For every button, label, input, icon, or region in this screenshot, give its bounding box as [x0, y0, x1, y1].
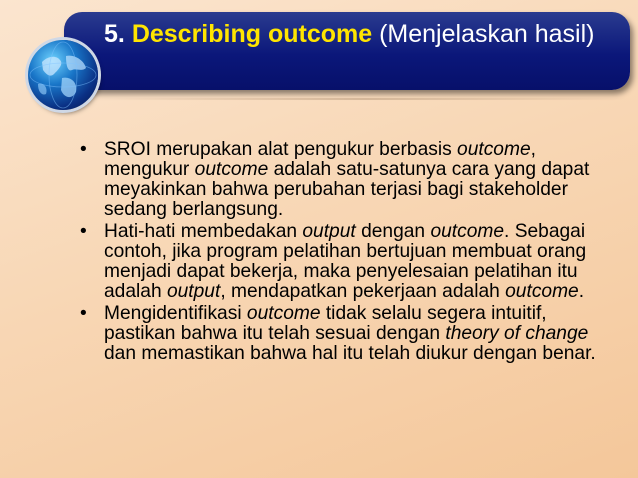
- bullet-text-italic: outcome: [430, 221, 505, 242]
- bullet-dot-icon: •: [80, 139, 87, 160]
- title-divider: [100, 98, 630, 100]
- bullet-list: [78, 140, 623, 366]
- bullet-text: Hati-hati membedakan: [104, 221, 303, 242]
- bullet-text: dengan: [355, 221, 431, 242]
- bullet-text-italic: outcome: [194, 159, 269, 180]
- bullet-text: .: [578, 281, 585, 302]
- bullet-text: , mengukur: [104, 139, 536, 180]
- slide-title: [104, 18, 604, 51]
- bullet-text: adalah satu-satunya cara yang dapat meyakinkan bahwa perubahan terjasi bagi stakeholder sedang berlangsung.: [104, 159, 590, 220]
- bullet-text: . Sebagai contoh, jika program pelatihan bertujuan membuat orang menjadi dapat bekerja, maka penyelesaian pelatihan itu adalah: [104, 221, 587, 302]
- bullet-text-italic: theory of change: [445, 323, 589, 344]
- title-rest: (Menjelaskan hasil): [379, 20, 595, 48]
- bullet-text: SROI merupakan alat pengukur berbasis: [104, 139, 458, 160]
- globe-icon: [28, 40, 98, 110]
- bullet-text: Mengidentifikasi: [104, 303, 247, 324]
- bullet-item: [78, 222, 623, 302]
- bullet-text-italic: output: [166, 281, 221, 302]
- bullet-dot-icon: •: [80, 221, 87, 242]
- bullet-text: , mendapatkan pekerjaan adalah: [220, 281, 506, 302]
- bullet-item: [78, 304, 623, 364]
- bullet-text-italic: output: [302, 221, 356, 242]
- bullet-text: tidak selalu segera intuitif, pastikan bahwa itu telah sesuai dengan: [104, 303, 547, 344]
- title-number: 5.: [104, 20, 125, 48]
- title-highlight: Describing outcome: [131, 20, 373, 48]
- bullet-item: [78, 140, 623, 220]
- bullet-text: dan memastikan bahwa hal itu telah diukur dengan benar.: [104, 343, 596, 364]
- bullet-dot-icon: •: [80, 303, 87, 324]
- bullet-text-italic: outcome: [505, 281, 579, 302]
- bullet-text-italic: outcome: [457, 139, 531, 160]
- bullet-text-italic: outcome: [246, 303, 321, 324]
